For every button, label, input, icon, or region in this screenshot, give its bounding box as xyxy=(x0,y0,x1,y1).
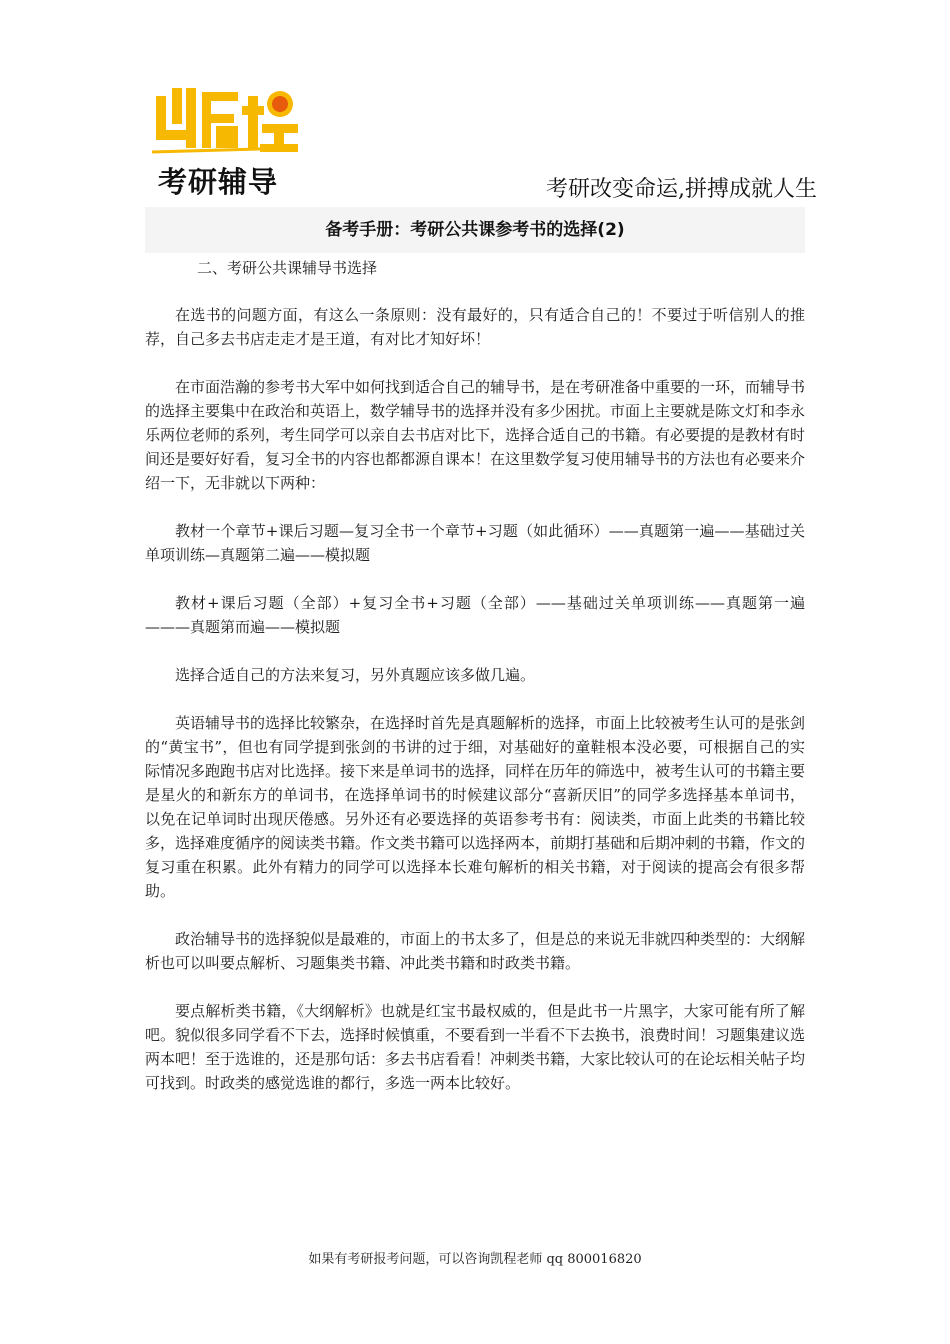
article-body xyxy=(145,256,805,1119)
paragraph: 教材+课后习题（全部）+复习全书+习题（全部）——基础过关单项训练——真题第一遍———真题第而遍——模拟题 xyxy=(145,594,805,636)
section-heading: 二、考研公共课辅导书选择 xyxy=(197,259,378,277)
document-title: 备考手册：考研公共课参考书的选择(2) xyxy=(325,220,625,240)
paragraph: 教材一个章节+课后习题—复习全书一个章节+习题（如此循环）——真题第一遍——基础过关单项训练—真题第二遍——模拟题 xyxy=(145,522,805,564)
paragraph: 在选书的问题方面，有这么一条原则：没有最好的，只有适合自己的！不要过于听信别人的推荐，自己多去书店走走才是王道，有对比才知好坏！ xyxy=(145,306,805,348)
title-band xyxy=(145,207,805,253)
kaicheng-logo-mark xyxy=(150,84,300,156)
paragraph: 在市面浩瀚的参考书大军中如何找到适合自己的辅导书，是在考研准备中重要的一环，而辅导书的选择主要集中在政治和英语上，数学辅导书的选择并没有多少困扰。市面上主要就是陈文灯和李永乐两位老师的系列，考生同学可以亲自去书店对比下，选择合适自己的书籍。有必要提的是教材有时间还是要好好看，复习全书的内容也都都源自课本！在这里数学复习使用辅导书的方法也有必要来介绍一下，无非就以下两种： xyxy=(145,378,806,492)
logo-subtitle: 考研辅导 xyxy=(158,165,279,199)
paragraph: 选择合适自己的方法来复习，另外真题应该多做几遍。 xyxy=(175,666,536,684)
page-footer: 如果有考研报考问题，可以咨询凯程老师 qq 800016820 xyxy=(308,1252,642,1267)
slogan: 考研改变命运,拼搏成就人生 xyxy=(546,177,817,202)
paragraph: 政治辅导书的选择貌似是最难的，市面上的书太多了，但是总的来说无非就四种类型的：大纲解析也可以叫要点解析、习题集类书籍、冲此类书籍和时政类书籍。 xyxy=(145,930,806,972)
paragraph: 英语辅导书的选择比较繁杂，在选择时首先是真题解析的选择，市面上比较被考生认可的是张剑的“黄宝书”，但也有同学提到张剑的书讲的过于细，对基础好的童鞋根本没必要，可根据自己的实际情况多跑跑书店对比选择。接下来是单词书的选择，同样在历年的筛选中，被考生认可的书籍主要是星火的和新东方的单词书，在选择单词书的时候建议部分“喜新厌旧”的同学多选择基本单词书，以免在记单词时出现厌倦感。另外还有必要选择的英语参考书有：阅读类，市面上此类的书籍比较多，选择难度循序的阅读类书籍。作文类书籍可以选择两本，前期打基础和后期冲刺的书籍，作文的复习重在积累。此外有精力的同学可以选择本长难句解析的相关书籍，对于阅读的提高会有很多帮助。 xyxy=(145,714,806,900)
paragraph: 要点解析类书籍，《大纲解析》也就是红宝书最权威的，但是此书一片黑字，大家可能有所了解吧。貌似很多同学看不下去，选择时候慎重，不要看到一半看不下去换书，浪费时间！习题集建议选两本吧！至于选谁的，还是那句话：多去书店看看！冲刺类书籍，大家比较认可的在论坛相关帖子均可找到。时政类的感觉选谁的都行，多选一两本比较好。 xyxy=(145,1002,806,1092)
kaicheng-logo xyxy=(150,84,300,199)
